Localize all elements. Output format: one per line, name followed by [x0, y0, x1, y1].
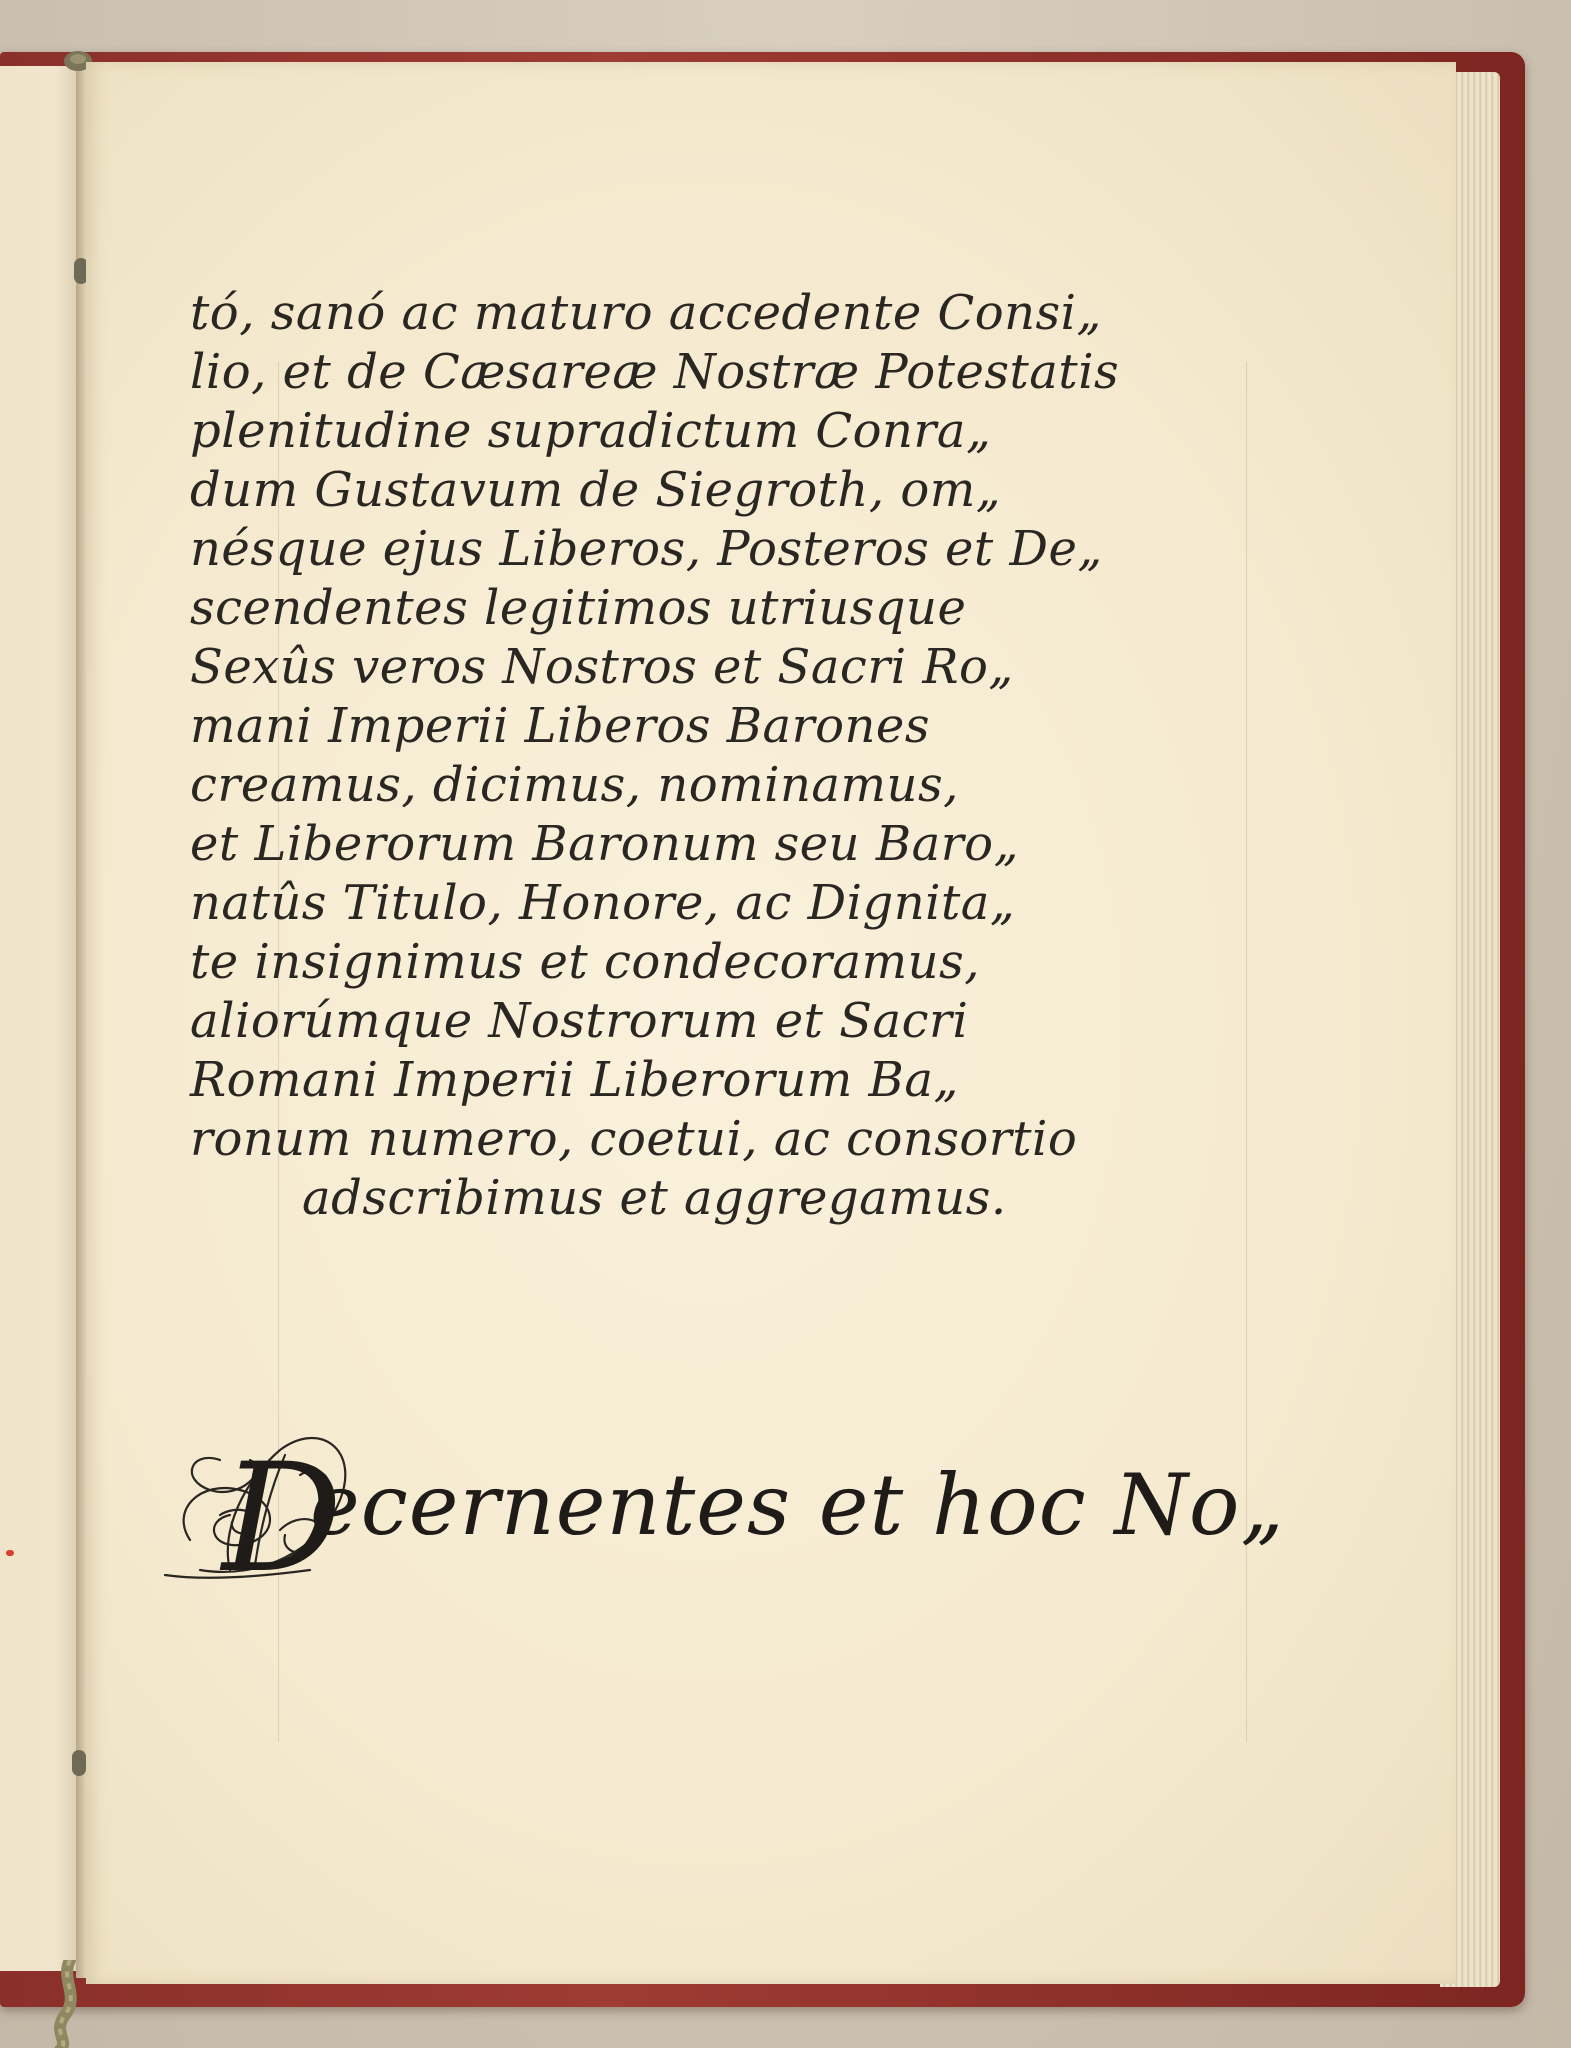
text-line: aliorúmque Nostrorum et Sacri [190, 993, 969, 1049]
text-line: dum Gustavum de Siegroth, om„ [190, 462, 1002, 518]
manuscript-text [190, 284, 1290, 1228]
binding-stitch [72, 1750, 86, 1776]
text-line: et Liberorum Baronum seu Baro„ [190, 816, 1019, 872]
text-line: natûs Titulo, Honore, ac Dignita„ [190, 875, 1016, 931]
text-line: te insignimus et condecoramus, [190, 934, 980, 990]
text-line: scendentes legitimos utriusque [190, 580, 967, 636]
red-mark [6, 1550, 14, 1556]
text-line: Sexûs veros Nostros et Sacri Ro„ [190, 639, 1014, 695]
text-line: creamus, dicimus, nominamus, [190, 757, 959, 813]
text-line: nésque ejus Liberos, Posteros et De„ [190, 521, 1103, 577]
initial-letter: D [222, 1432, 343, 1590]
text-line: plenitudine supradictum Conra„ [190, 403, 992, 459]
text-line: adscribimus et aggregamus. [302, 1170, 1007, 1226]
decorated-opening-line [160, 1430, 1360, 1590]
text-line: ronum numero, coetui, ac consortio [190, 1111, 1078, 1167]
text-line: Romani Imperii Liberorum Ba„ [190, 1052, 959, 1108]
final-text: ecernentes et hoc No„ [310, 1456, 1285, 1554]
text-line: tó, sanó ac maturo accedente Consi„ [190, 285, 1102, 341]
text-line: mani Imperii Liberos Barones [190, 698, 930, 754]
left-page-edge [0, 66, 80, 1971]
text-line: lio, et de Cæsareæ Nostræ Potestatis [190, 344, 1120, 400]
